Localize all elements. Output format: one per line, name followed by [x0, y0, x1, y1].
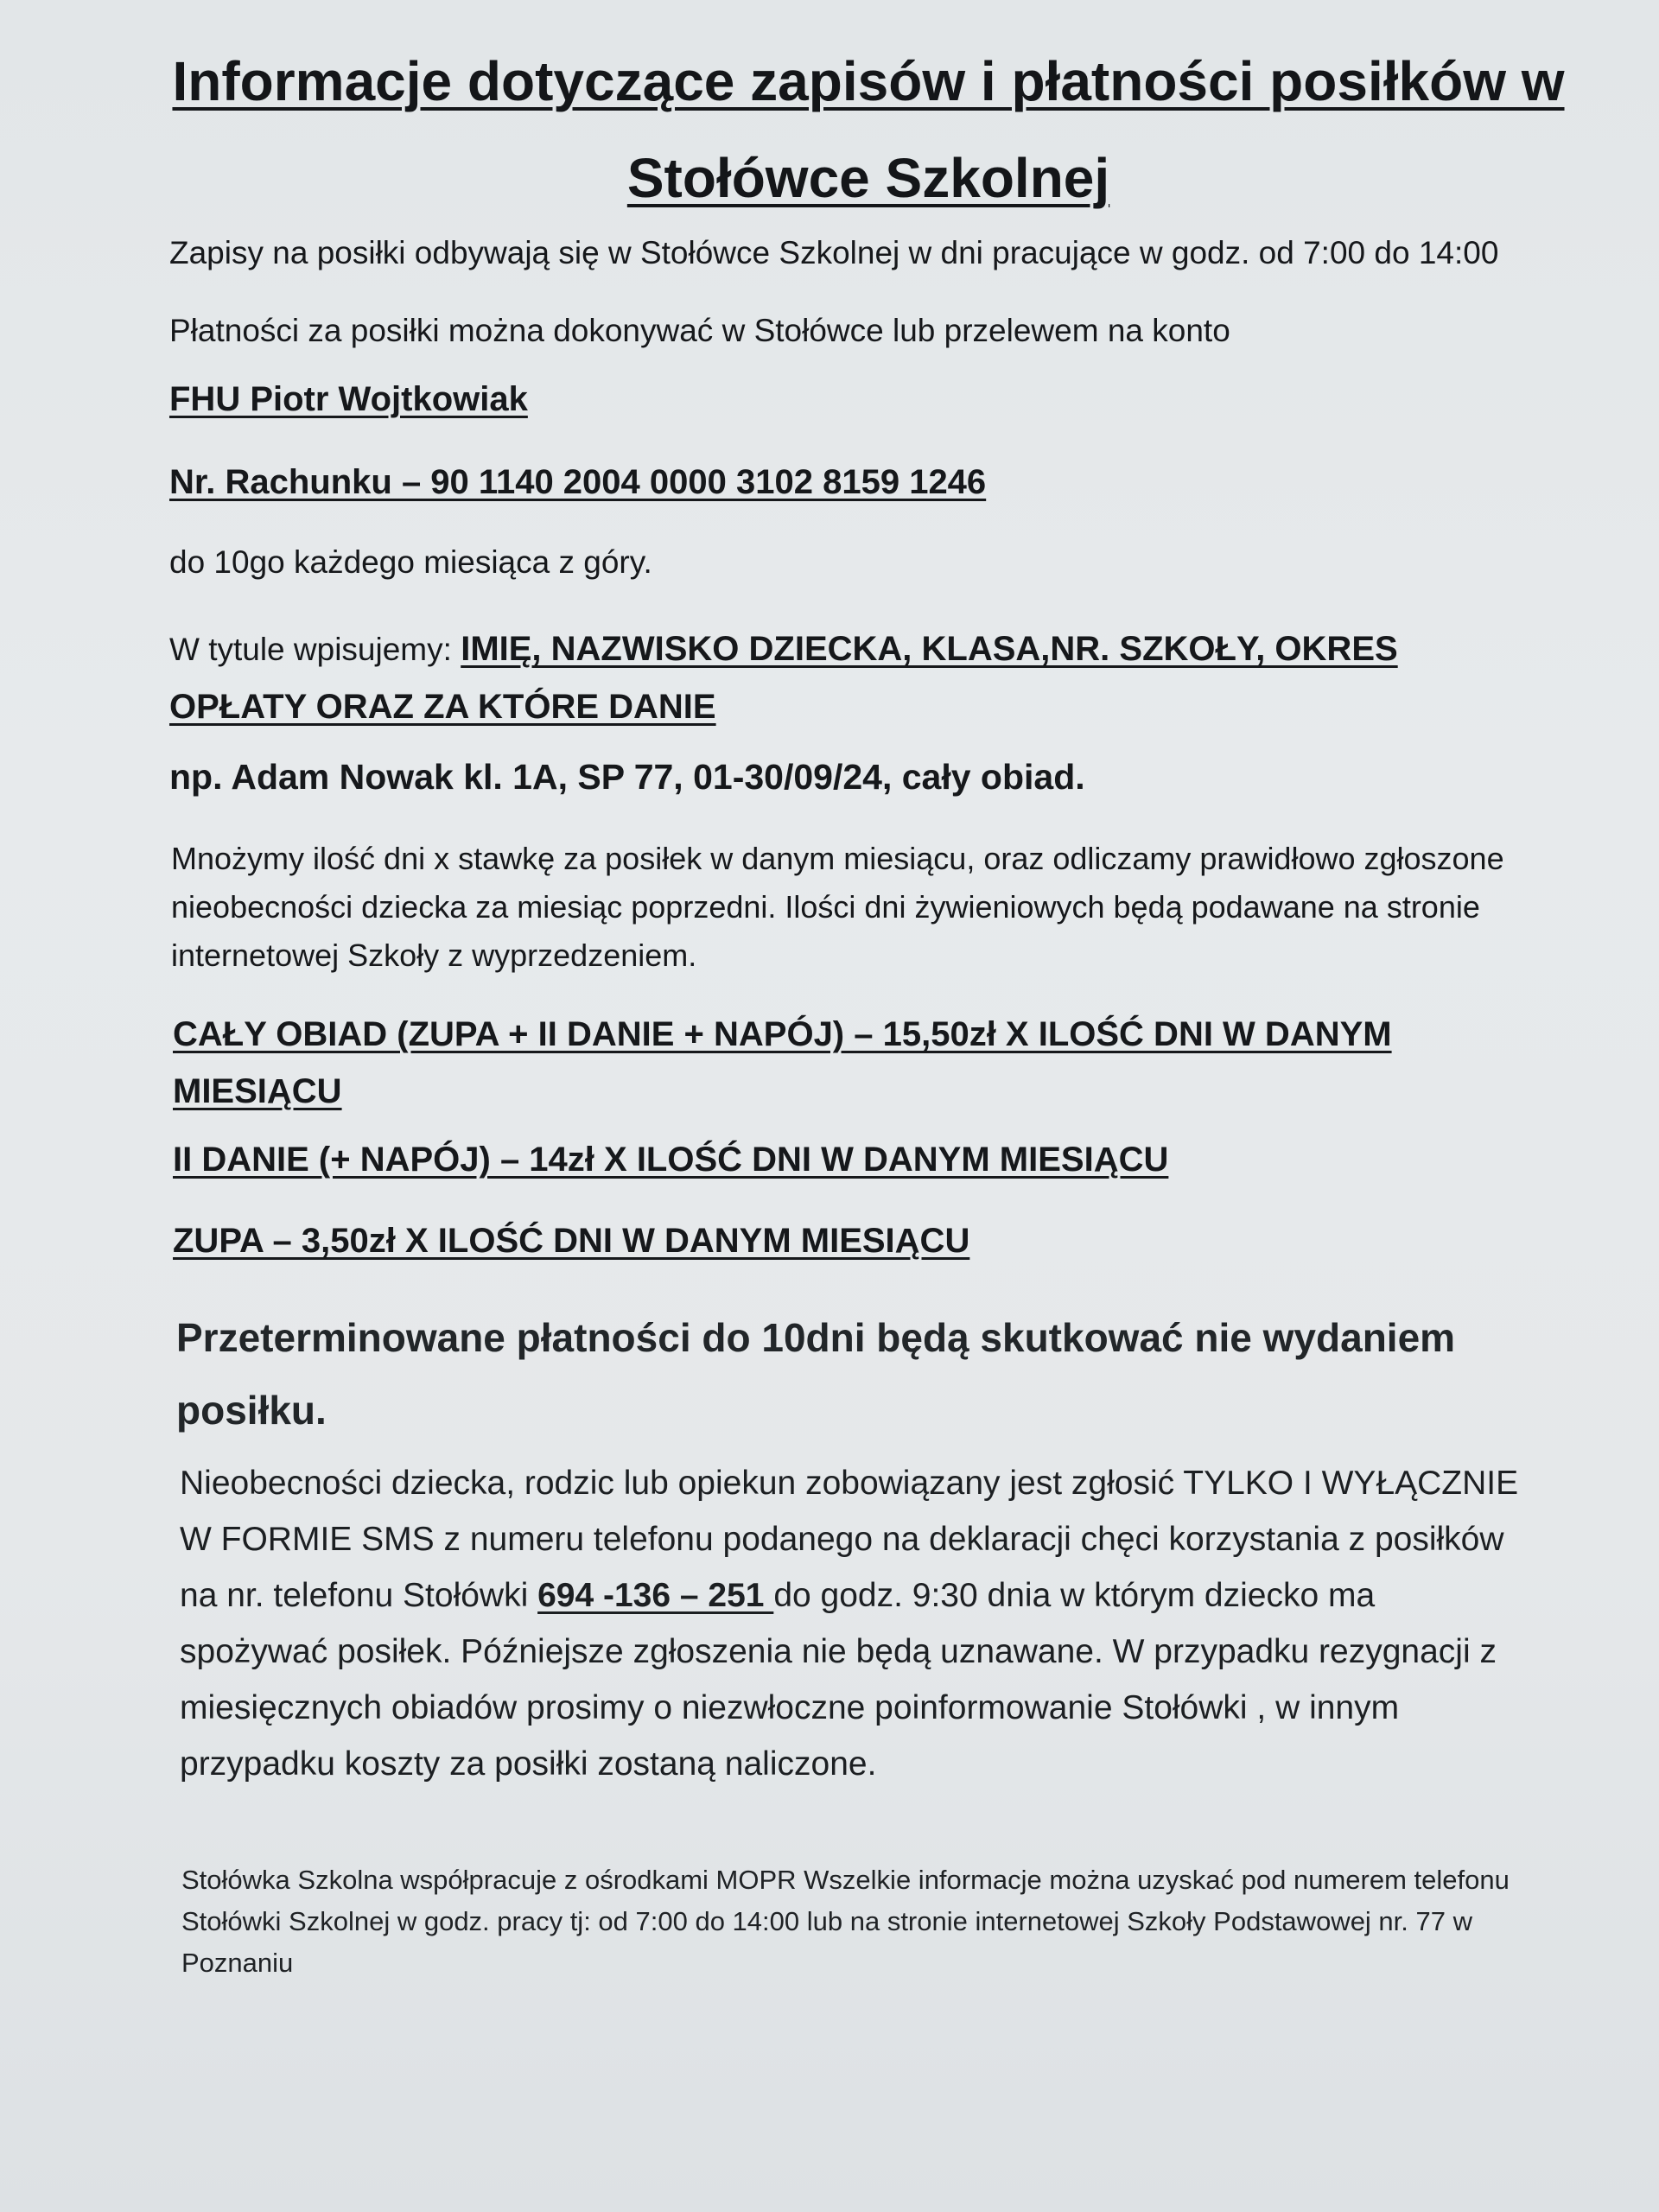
absence-reporting-info: [180, 1455, 1528, 1792]
transfer-title-example: np. Adam Nowak kl. 1A, SP 77, 01-30/09/24, cały obiad.: [169, 757, 1085, 797]
overdue-payment-warning: Przeterminowane płatności do 10dni będą skutkować nie wydaniem posiłku.: [176, 1315, 1456, 1433]
payment-methods-line: Płatności za posiłki można dokonywać w Stołówce lub przelewem na konto: [169, 313, 1230, 348]
transfer-title-instruction: [169, 620, 1517, 735]
price-main-course: II DANIE (+ NAPÓJ) – 14zł X ILOŚĆ DNI W DANYM MIESIĄCU: [173, 1141, 1169, 1179]
canteen-phone-number: 694 -136 – 251: [537, 1577, 774, 1614]
absence-text-after-phone: do godz. 9:30 dnia w którym dziecko ma spożywać posiłek. Późniejsze zgłoszenia nie będą uznawane. W przypadku rezygnacji z miesięcznych obiadów prosimy o niezwłoczne poinformowanie Stołówki , w innym przypadku koszty za posiłki zostaną naliczone.: [180, 1577, 1497, 1783]
price-full-lunch: CAŁY OBIAD (ZUPA + II DANIE + NAPÓJ) – 15,50zł X ILOŚĆ DNI W DANYM MIESIĄCU: [173, 1015, 1392, 1110]
transfer-title-prefix: W tytule wpisujemy:: [169, 632, 461, 667]
document-title: [156, 33, 1581, 226]
enrollment-hours-line: Zapisy na posiłki odbywają się w Stołówce Szkolnej w dni pracujące w godz. od 7:00 do 14:00: [169, 235, 1499, 270]
price-soup: ZUPA – 3,50zł X ILOŚĆ DNI W DANYM MIESIĄCU: [173, 1222, 970, 1260]
calculation-note: Mnożymy ilość dni x stawkę za posiłek w danym miesiącu, oraz odliczamy prawidłowo zgłoszone nieobecności dziecka za miesiąc poprzedni. Ilości dni żywieniowych będą podawane na stronie internetowej Szkoły z wyprzedzeniem.: [171, 841, 1504, 973]
payment-deadline-line: do 10go każdego miesiąca z góry.: [169, 544, 652, 580]
company-name: FHU Piotr Wojtkowiak: [169, 380, 528, 418]
transfer-title-fields: IMIĘ, NAZWISKO DZIECKA, KLASA,NR. SZKOŁY, OKRES OPŁATY ORAZ ZA KTÓRE DANIE: [169, 630, 1398, 726]
footer-note: Stołówka Szkolna współpracuje z ośrodkami MOPR Wszelkie informacje można uzyskać pod numerem telefonu Stołówki Szkolnej w godz. pracy tj: od 7:00 do 14:00 lub na stronie internetowej Szkoły Podstawowej nr. 77 w Poznaniu: [181, 1865, 1510, 1978]
absence-text-before-phone: Nieobecności dziecka, rodzic lub opiekun zobowiązany jest zgłosić TYLKO I WYŁĄCZNIE W FORMIE SMS z numeru telefonu podanego na deklaracji chęci korzystania z posiłków na nr. telefonu Stołówki: [180, 1465, 1519, 1614]
bank-account-number: Nr. Rachunku – 90 1140 2004 0000 3102 8159 1246: [169, 463, 987, 501]
document-title-text: Informacje dotyczące zapisów i płatności posiłków w Stołówce Szkolnej: [172, 50, 1565, 209]
